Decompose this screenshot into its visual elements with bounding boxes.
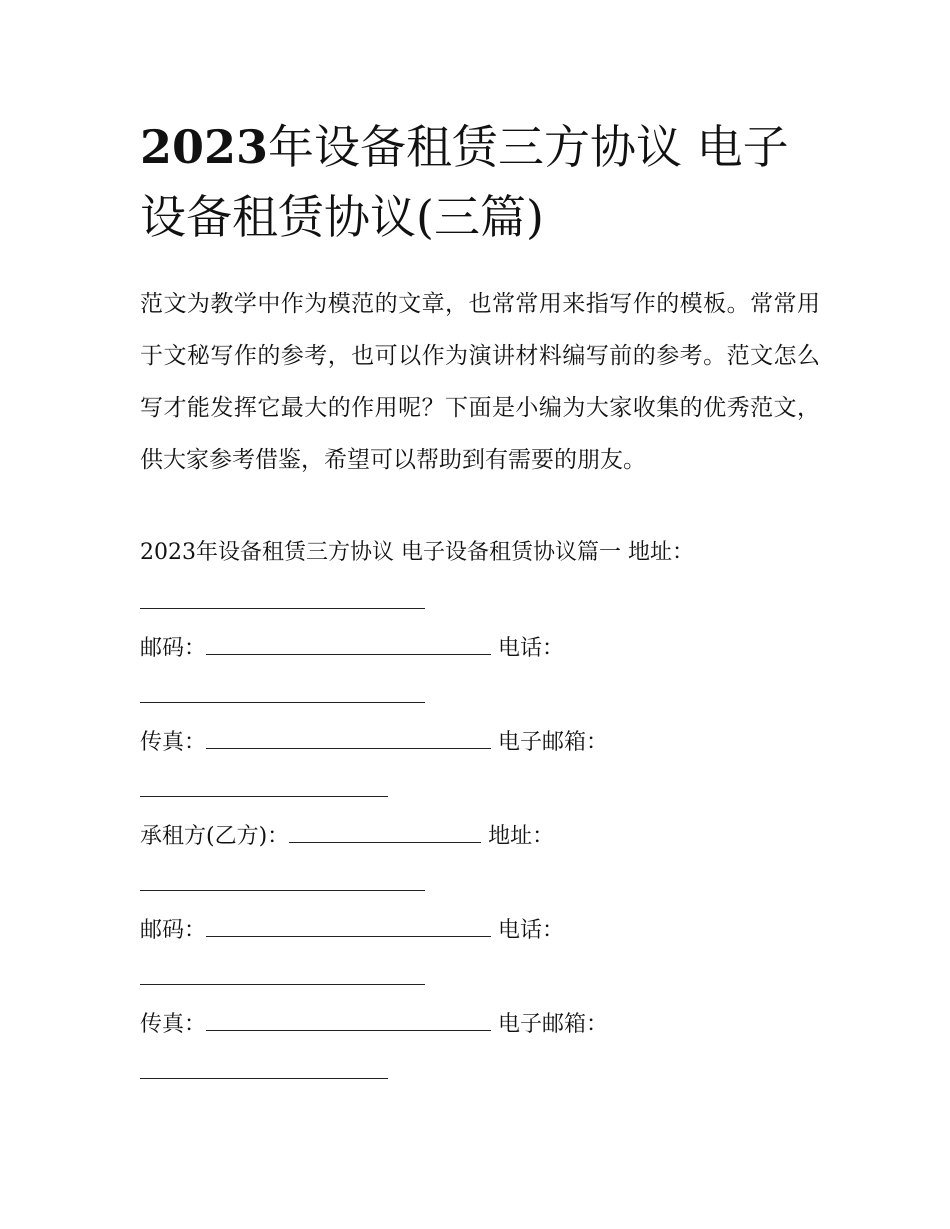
lessee-label: 承租方(乙方)： bbox=[140, 824, 290, 849]
phone-blank[interactable] bbox=[140, 680, 425, 703]
section-heading: 2023年设备租赁三方协议 电子设备租赁协议篇一 地址： bbox=[140, 540, 694, 565]
address-label: 地址： bbox=[488, 824, 555, 849]
postcode-phone-row-2 bbox=[140, 914, 564, 946]
email-blank[interactable] bbox=[140, 774, 388, 797]
email-label: 电子邮箱： bbox=[498, 730, 609, 755]
postcode-label: 邮码： bbox=[140, 636, 207, 661]
email-line-1 bbox=[140, 774, 388, 806]
fax-label: 传真： bbox=[140, 730, 207, 755]
title-text: 年设备租赁三方协议 电子设备租赁协议(三篇) bbox=[140, 120, 789, 244]
lessee-postcode-blank[interactable] bbox=[206, 914, 491, 937]
lessee-fax-blank[interactable] bbox=[206, 1008, 491, 1031]
address-line-1 bbox=[140, 586, 425, 618]
address-blank[interactable] bbox=[140, 586, 425, 609]
title-year: 2023 bbox=[140, 120, 269, 174]
intro-paragraph: 范文为教学中作为模范的文章，也常常用来指写作的模板。常常用于文秘写作的参考，也可以作为演讲材料编写前的参考。范文怎么写才能发挥它最大的作用呢？下面是小编为大家收集的优秀范文，供大家参考借鉴，希望可以帮助到有需要的朋友。 bbox=[140, 291, 820, 473]
fax-email-row-2 bbox=[140, 1008, 608, 1040]
document-title bbox=[140, 112, 820, 252]
lessee-row bbox=[140, 820, 554, 852]
email-line-2 bbox=[140, 1056, 388, 1088]
phone-line-1 bbox=[140, 680, 425, 712]
phone-line-2 bbox=[140, 962, 425, 994]
lessee-phone-blank[interactable] bbox=[140, 962, 425, 985]
phone-label: 电话： bbox=[498, 918, 565, 943]
lessee-address-blank[interactable] bbox=[140, 868, 425, 891]
postcode-label: 邮码： bbox=[140, 918, 207, 943]
phone-label: 电话： bbox=[498, 636, 565, 661]
address-line-2 bbox=[140, 868, 425, 900]
email-label: 电子邮箱： bbox=[498, 1012, 609, 1037]
fax-label: 传真： bbox=[140, 1012, 207, 1037]
lessee-email-blank[interactable] bbox=[140, 1056, 388, 1079]
postcode-phone-row-1 bbox=[140, 632, 564, 664]
lessee-blank[interactable] bbox=[289, 820, 481, 843]
fax-blank[interactable] bbox=[206, 726, 491, 749]
postcode-blank[interactable] bbox=[206, 632, 491, 655]
fax-email-row-1 bbox=[140, 726, 608, 758]
